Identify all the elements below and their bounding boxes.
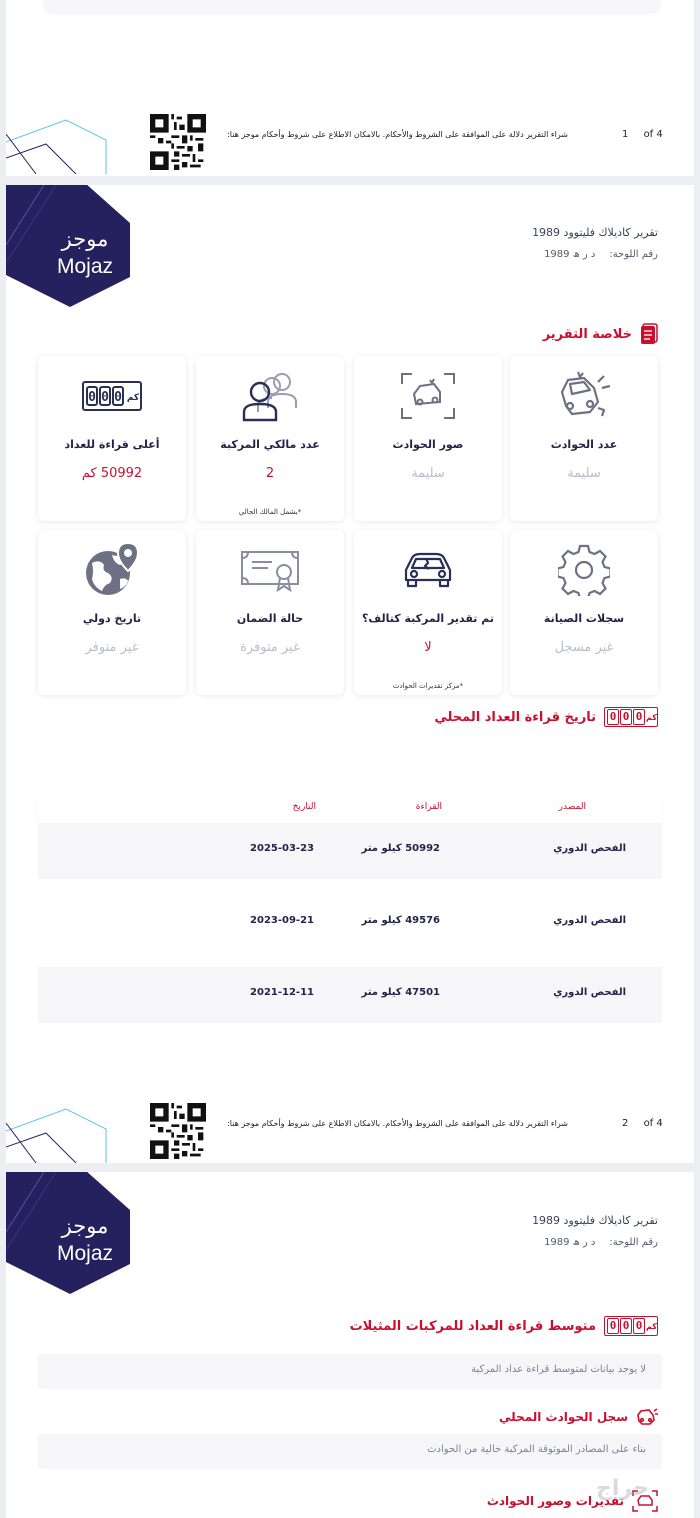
logo-arabic: موجز (61, 1214, 109, 1238)
row-reading: 50992 كيلو متر (361, 843, 440, 854)
card-title: أعلى قراءة للعداد (64, 438, 160, 451)
plate-row (544, 249, 658, 260)
summary-heading (543, 323, 658, 345)
card-title: عدد مالكي المركبة (220, 438, 320, 451)
summary-card-total-loss (354, 530, 502, 695)
odometer-history-label: تاريخ قراءة العداد المحلي (434, 709, 596, 725)
plate-letters: د ر ھ (572, 249, 596, 260)
row-source: الفحص الدوري (553, 843, 626, 854)
card-value: غير متوفر (85, 640, 139, 655)
decorative-lines-icon (6, 114, 116, 174)
row-date: 2025-03-23 (250, 843, 314, 854)
logo-english: Mojaz (56, 255, 114, 278)
card-value: سليمة (411, 466, 445, 481)
car-photo-icon (400, 372, 456, 420)
card-value: غير متوفرة (240, 640, 300, 655)
card-value: غير مسجل (554, 640, 614, 655)
odometer-icon (82, 381, 142, 411)
card-title: صور الحوادث (392, 438, 464, 451)
similar-average-label: متوسط قراءة العداد للمركبات المثيلات (349, 1318, 596, 1334)
qr-code-icon[interactable] (150, 114, 206, 170)
table-header (38, 797, 662, 823)
summary-card-warranty (196, 530, 344, 695)
owners-icon (238, 370, 302, 422)
card-title: سجلات الصيانة (543, 612, 625, 625)
svg-text:0: 0 (88, 390, 96, 405)
card-title: عدد الحوادث (550, 438, 618, 451)
row-date: 2021-12-11 (250, 987, 314, 998)
report-page-1 (6, 0, 694, 176)
car-accident-icon (636, 1408, 658, 1426)
page-total: of 4 (643, 1118, 663, 1129)
report-document-icon (640, 323, 658, 345)
table-row (38, 967, 662, 1023)
page-footer (6, 1103, 694, 1163)
summary-card-odometer (38, 356, 186, 521)
plate-letters: د ر ھ (572, 1237, 596, 1248)
plate-number: 1989 (544, 1237, 570, 1248)
column-date: التاريخ (292, 802, 316, 812)
card-title: تم تقدير المركبة كتالف؟ (362, 612, 494, 625)
local-accidents-message: بناء على المصادر الموثوقة المركبة خالية من الحوادث (427, 1444, 646, 1455)
logo-arabic: موجز (61, 227, 109, 251)
summary-card-accidents (510, 356, 658, 521)
odometer-badge-icon (604, 707, 658, 727)
similar-average-message: لا يوجد بيانات لمتوسط قراءة عداد المركبة (471, 1364, 646, 1375)
card-title: حالة الضمان (236, 612, 304, 625)
similar-average-heading (350, 1316, 658, 1336)
damaged-car-icon (400, 550, 456, 590)
gear-icon (558, 544, 610, 596)
svg-text:0: 0 (101, 390, 109, 405)
local-accidents-box (38, 1434, 662, 1468)
column-reading: القراءة (415, 802, 442, 812)
page-number (622, 129, 663, 140)
odometer-digit: 0 (633, 709, 645, 725)
summary-card-owners (196, 356, 344, 521)
logo-english: Mojaz (56, 1242, 114, 1265)
page-number-value: 1 (622, 129, 629, 140)
card-value: 50992 كم (81, 466, 143, 481)
page-footer (6, 114, 694, 174)
qr-code-icon[interactable] (150, 1103, 206, 1159)
row-reading: 49576 كيلو متر (361, 915, 440, 926)
svg-text:كم: كم (126, 393, 140, 403)
summary-card-international (38, 530, 186, 695)
row-date: 2023-09-21 (250, 915, 314, 926)
table-row (38, 895, 662, 951)
globe-pin-icon (82, 541, 142, 599)
local-accidents-heading (499, 1408, 658, 1426)
report-title: تقرير كاديلاك فليتوود 1989 (532, 1214, 658, 1227)
summary-card-accident-photos (354, 356, 502, 521)
report-page-3 (6, 1172, 694, 1518)
card-title: تاريخ دولي (82, 612, 142, 625)
page-number (622, 1118, 663, 1129)
odometer-unit: كم (646, 712, 657, 722)
similar-average-box (38, 1354, 662, 1388)
card-value: سليمة (567, 466, 601, 481)
car-accident-icon (554, 370, 614, 422)
terms-text: شراء التقرير دلالة على الموافقة على الشروط والأحكام. بالامكان الاطلاع على شروط وأحكام موجز هنا: (227, 130, 568, 139)
card-value: 2 (265, 466, 275, 481)
summary-heading-label: خلاصة التقرير (542, 326, 632, 342)
card-note: *يشمل المالك الحالي (238, 508, 302, 516)
local-accidents-label: سجل الحوادث المحلي (499, 1410, 628, 1424)
card-value: لا (424, 640, 432, 655)
report-page-2 (6, 185, 694, 1163)
plate-row (544, 1237, 658, 1248)
row-source: الفحص الدوري (553, 915, 626, 926)
row-source: الفحص الدوري (553, 987, 626, 998)
terms-text: شراء التقرير دلالة على الموافقة على الشروط والأحكام. بالامكان الاطلاع على شروط وأحكام موجز هنا: (227, 1119, 568, 1128)
odometer-badge-icon (604, 1316, 658, 1336)
table-row (38, 823, 662, 879)
odometer-digit: 0 (620, 1318, 632, 1334)
plate-label: رقم اللوحة: (609, 1237, 658, 1248)
plate-number: 1989 (544, 249, 570, 260)
odometer-digit: 0 (607, 709, 619, 725)
odometer-digit: 0 (633, 1318, 645, 1334)
column-source: المصدر (558, 802, 586, 812)
odometer-digit: 0 (607, 1318, 619, 1334)
odometer-unit: كم (646, 1321, 657, 1331)
row-reading: 47501 كيلو متر (361, 987, 440, 998)
page-number-value: 2 (622, 1118, 629, 1129)
decorative-lines-icon (6, 1103, 116, 1163)
previous-card-bottom (44, 0, 660, 12)
summary-card-maintenance (510, 530, 658, 695)
odometer-digit: 0 (620, 709, 632, 725)
watermark: حراج (596, 1476, 649, 1501)
page-total: of 4 (643, 129, 663, 140)
card-note: *مركز تقديرات الحوادث (392, 682, 464, 690)
estimates-label: تقديرات وصور الحوادث (486, 1494, 624, 1508)
svg-text:0: 0 (114, 390, 122, 405)
certificate-icon (240, 548, 300, 592)
report-title: تقرير كاديلاك فليتوود 1989 (532, 226, 658, 239)
odometer-history-heading (434, 707, 658, 727)
plate-label: رقم اللوحة: (609, 249, 658, 260)
